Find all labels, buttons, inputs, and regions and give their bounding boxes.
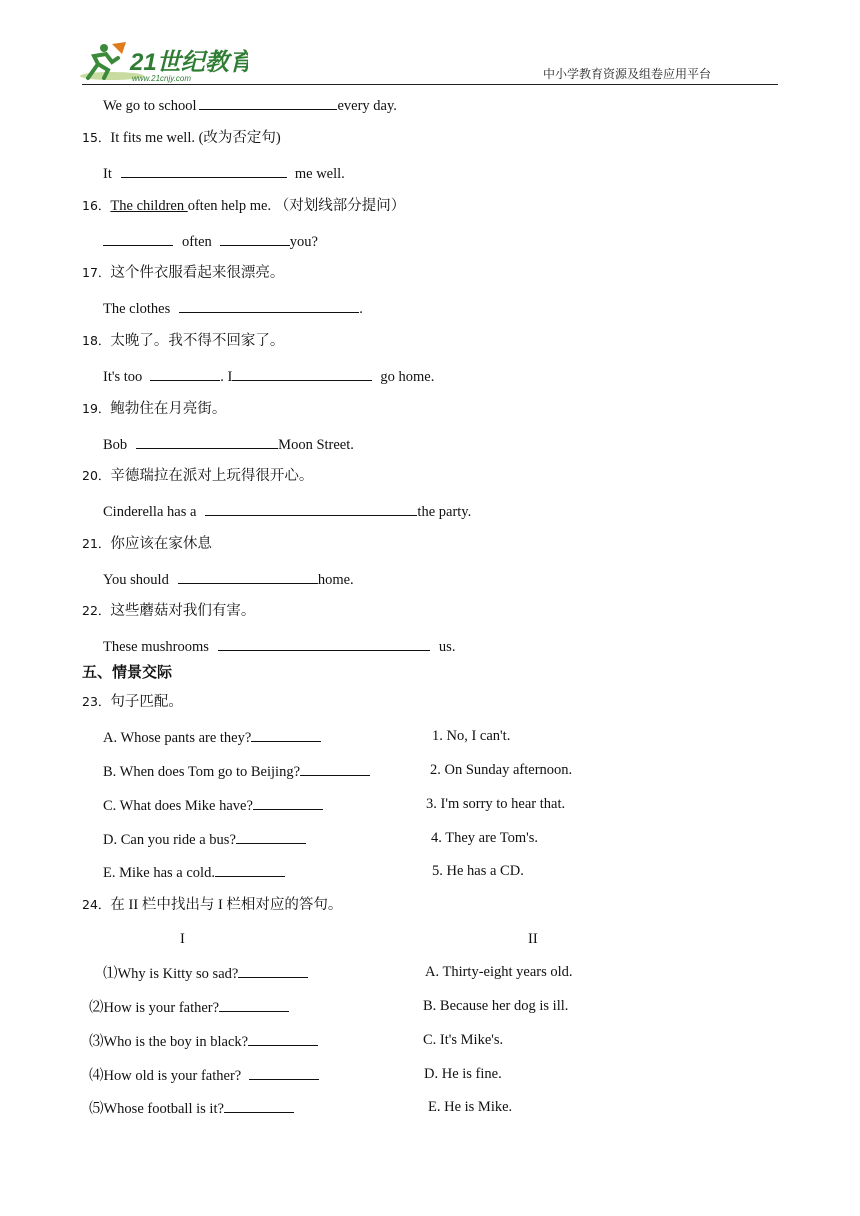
section-title: 五、情景交际: [82, 663, 173, 681]
answer-blank[interactable]: [300, 761, 370, 776]
column-heading-i: I: [180, 931, 185, 947]
match-right-item: 5. He has a CD.: [432, 863, 524, 879]
match-right-item: A. Thirty-eight years old.: [425, 964, 573, 980]
answer-line-22: These mushrooms us.: [103, 636, 455, 656]
answer-line-21: You should home.: [103, 569, 354, 589]
match-left-item: ⑴Why is Kitty so sad?: [103, 963, 308, 983]
answer-line-20: Cinderella has a the party.: [103, 501, 471, 521]
answer-blank[interactable]: [150, 366, 220, 381]
answer-blank[interactable]: [251, 727, 321, 742]
logo: [78, 40, 248, 84]
svg-text:21世纪教育: 21世纪教育: [130, 49, 248, 76]
answer-blank[interactable]: [136, 434, 278, 449]
answer-blank[interactable]: [178, 569, 318, 584]
answer-blank[interactable]: [232, 366, 372, 381]
answer-line-15: It me well.: [103, 163, 345, 183]
answer-line-14: We go to school every day.: [103, 95, 397, 115]
match-left-item: C. What does Mike have?: [103, 795, 323, 815]
answer-line-19: Bob Moon Street.: [103, 434, 354, 454]
question-15: 15．It fits me well. (改为否定句): [82, 130, 281, 146]
answer-line-18: It's too . I go home.: [103, 366, 434, 386]
answer-line-16: often you?: [103, 231, 318, 251]
answer-line-17: The clothes .: [103, 298, 363, 318]
answer-blank[interactable]: [249, 1065, 319, 1080]
answer-blank[interactable]: [253, 795, 323, 810]
answer-blank[interactable]: [224, 1098, 294, 1113]
answer-blank[interactable]: [238, 963, 308, 978]
question-21: 21．你应该在家休息: [82, 536, 212, 552]
answer-blank[interactable]: [179, 298, 359, 313]
question-23: 23．句子匹配。: [82, 694, 183, 710]
match-left-item: E. Mike has a cold.: [103, 862, 285, 882]
question-17: 17．这个件衣服看起来很漂亮。: [82, 265, 285, 281]
question-22: 22．这些蘑菇对我们有害。: [82, 603, 256, 619]
match-right-item: 4. They are Tom's.: [431, 830, 538, 846]
question-16: 16．The children often help me. （对划线部分提问）: [82, 198, 406, 214]
answer-blank[interactable]: [103, 231, 173, 246]
match-right-item: 3. I'm sorry to hear that.: [426, 796, 566, 812]
match-left-item: ⑸Whose football is it?: [89, 1098, 294, 1118]
svg-text:www.21cnjy.com: www.21cnjy.com: [132, 74, 191, 83]
match-right-item: C. It's Mike's.: [423, 1032, 504, 1048]
answer-blank[interactable]: [220, 231, 290, 246]
column-heading-ii: II: [528, 931, 538, 947]
question-18: 18．太晚了。我不得不回家了。: [82, 333, 285, 349]
answer-blank[interactable]: [215, 862, 285, 877]
match-left-item: A. Whose pants are they?: [103, 727, 321, 747]
match-right-item: B. Because her dog is ill.: [423, 998, 569, 1014]
match-left-item: ⑷How old is your father?: [89, 1065, 319, 1085]
match-right-item: D. He is fine.: [424, 1066, 502, 1082]
answer-blank[interactable]: [248, 1031, 318, 1046]
match-left-item: B. When does Tom go to Beijing?: [103, 761, 370, 781]
match-right-item: 1. No, I can't.: [432, 728, 511, 744]
answer-blank[interactable]: [236, 829, 306, 844]
match-right-item: 2. On Sunday afternoon.: [430, 762, 573, 778]
answer-blank[interactable]: [218, 636, 430, 651]
match-left-item: ⑵How is your father?: [89, 997, 289, 1017]
match-left-item: D. Can you ride a bus?: [103, 829, 306, 849]
question-20: 20．辛德瑞拉在派对上玩得很开心。: [82, 468, 314, 484]
answer-blank[interactable]: [219, 997, 289, 1012]
match-right-item: E. He is Mike.: [428, 1099, 513, 1115]
answer-blank[interactable]: [205, 501, 417, 516]
match-left-item: ⑶Who is the boy in black?: [89, 1031, 318, 1051]
question-24: 24．在 II 栏中找出与 I 栏相对应的答句。: [82, 897, 343, 913]
header-divider: [82, 84, 778, 85]
answer-blank[interactable]: [199, 95, 337, 110]
platform-name: 中小学教育资源及组卷应用平台: [543, 67, 712, 81]
question-19: 19．鲍勃住在月亮街。: [82, 401, 227, 417]
answer-blank[interactable]: [121, 163, 287, 178]
